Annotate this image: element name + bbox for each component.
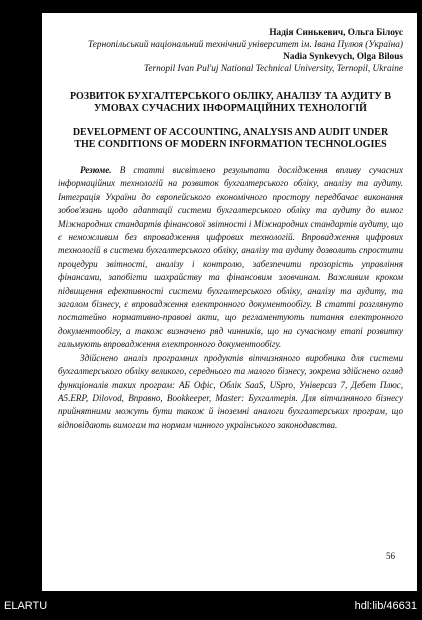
- footer-handle-label: hdl:lib/46631: [354, 600, 417, 612]
- authors-ua: Надія Синькевич, Ольга Білоус: [269, 28, 403, 38]
- title-en: DEVELOPMENT OF ACCOUNTING, ANALYSIS AND AUDIT UNDER THE CONDITIONS OF MODERN INFORMATION TECHNOLOGIES: [72, 127, 389, 150]
- footer-repository-label: ELARTU: [4, 600, 48, 612]
- abstract-paragraph-2: Здійснено аналіз програмних продуктів вітчизняного виробника для системи бухгалтерського обліку великого, середнього та малого бізнесу, зокрема здійснено огляд функціоналів таких програм: АБ Офіс, Облік SaaS, USpro, Універсаз 7, Дебет Плюс, A5.ERP, Dilovod, Вправно, Bookkeeper, Master: Бухгалтерія. Для вітчизняного бізнесу прийнятними можуть бути також й іноземні аналоги бухгалтерських програм, що відповідають вимогам та нормам чинного українського законодавства.: [58, 352, 403, 430]
- page-content: [58, 27, 403, 432]
- abstract: [58, 164, 403, 432]
- abstract-label: Резюме.: [80, 165, 112, 175]
- institution-en: Ternopil Ivan Pul'uj National Technical University, Ternopil, Ukraine: [144, 64, 403, 74]
- institution-ua: Тернопільський національний технічний університет ім. Івана Пулюя (Україна): [87, 40, 403, 50]
- authors-en: Nadia Synkevych, Olga Bilous: [283, 52, 403, 62]
- title-ua: РОЗВИТОК БУХГАЛТЕРСЬКОГО ОБЛІКУ, АНАЛІЗУ ТА АУДИТУ В УМОВАХ СУЧАСНИХ ІНФОРМАЦІЙНИХ ТЕХНОЛОГІЙ: [69, 91, 392, 114]
- page-number: 56: [386, 551, 395, 561]
- document-page: [42, 13, 417, 591]
- abstract-text-1: В статті висвітлено результати дослідження впливу сучасних інформаційних технологій на розвиток бухгалтерського обліку, аналізу та аудиту. Інтеграція України до європейського економічного простору передбачає виконання зобов'язань щодо адаптації системи бухгалтерського обліку та аудиту до вимог Міжнародних стандартів фінансової звітності і Міжнародних стандартів аудиту, що є неможливим без впровадження цифрових технологій. Впровадження цифрових технологій в системи бухгалтерського обліку, аналізу та аудиту дозволить спростити процедури звітності, аналізу і контролю, забезпечити прозорість управління фінансами, запобігти шахрайству та фінансовим зловчинам. Важливим кроком підвищення ефективності системи бухгалтерського обліку, аналізу та аудиту, та загалом бізнесу, є впровадження електронного документообігу. В статті розглянуто постатейно нормативно-правові акти, що регламентують питання електронного документообігу, а також визначено ряд чинників, що на сучасному етапі розвитку гальмують впровадження електронного документообігу.: [58, 165, 403, 350]
- affiliation-ua: [58, 27, 403, 51]
- abstract-paragraph-1: [58, 164, 403, 352]
- affiliation-en: [58, 51, 403, 75]
